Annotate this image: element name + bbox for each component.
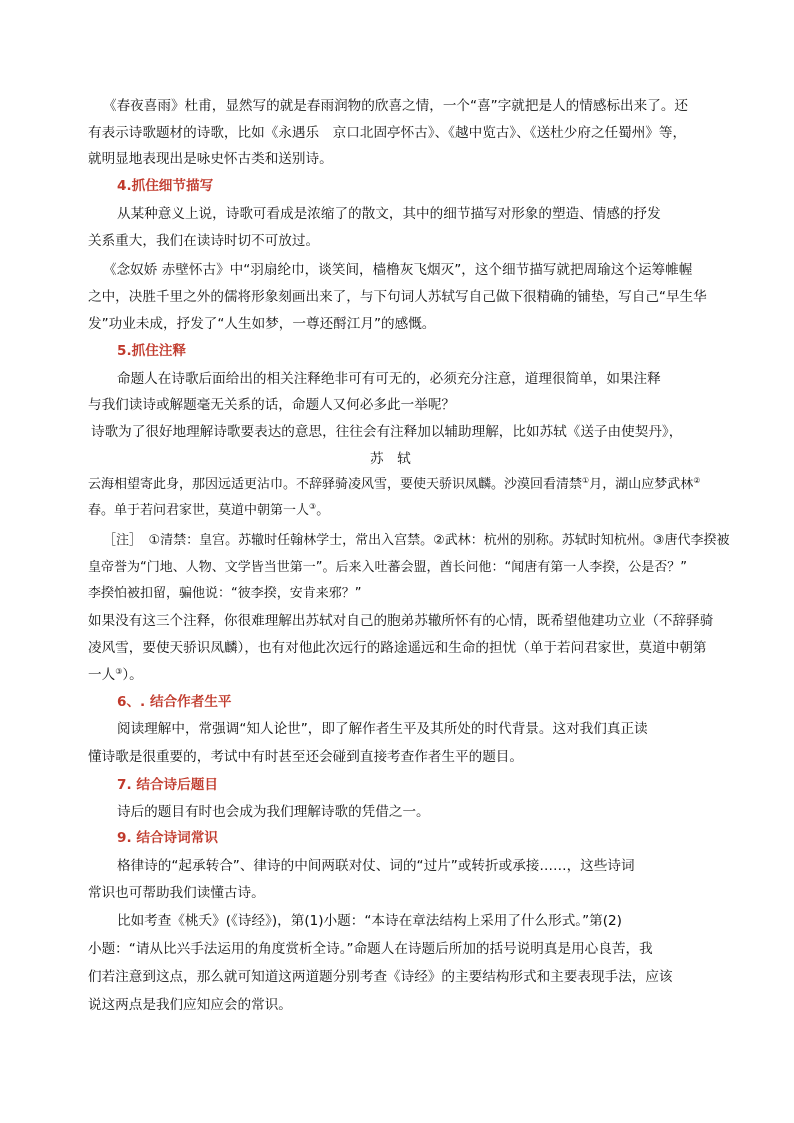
paragraph-line: 阅读理解中，常强调“知人论世”，即了解作者生平及其所处的时代背景。这对我们真正读 [117,721,648,737]
paragraph-line: 有表示诗歌题材的诗歌，比如《永遇乐 京口北固亭怀古》、《越中览古》、《送杜少府之任蜀州》等， [88,125,687,141]
section-heading-4: 4.抓住细节描写 [117,178,214,194]
paragraph-text: ）。 [122,667,143,683]
note-marker: ③ [115,667,123,676]
poem-line [88,476,700,494]
paragraph-line: 命题人在诗歌后面给出的相关注释绝非可有可无的，必须充分注意，道理很简单，如果注释 [117,371,661,387]
paragraph-line: 发”功业未成，抒发了“人生如梦，一尊还酹江月”的感慨。 [88,316,436,332]
paragraph-line: 关系重大，我们在读诗时切不可放过。 [88,233,320,249]
paragraph-line: 就明显地表现出是咏史怀古类和送别诗。 [88,151,333,167]
poem-text: 。 [316,503,330,518]
paragraph-line: 诗歌为了很好地理解诗歌要表达的意思，往往会有注释加以辅助理解，比如苏轼《送子由使契丹》， [91,424,683,440]
note-marker: ① [582,476,590,485]
paragraph-text: 一人 [88,667,116,683]
paragraph-line: 懂诗歌是很重要的，考试中有时甚至还会碰到直接考查作者生平的题目。 [88,749,523,765]
paragraph-line: 常识也可帮助我们读懂古诗。 [88,885,265,901]
poem-line [88,502,329,520]
annotation-line: 皇帝誉为“门地、人物、文学皆当世第一”。后来入吐蕃会盟，酋长问他：“闻唐有第一人李揆，公是否？” [88,560,687,575]
paragraph-line: 说这两点是我们应知应会的常识。 [88,997,292,1013]
paragraph-line: 《春夜喜雨》杜甫，显然写的就是春雨润物的欣喜之情，一个“喜”字就把是人的情感标出来了。还 [103,98,689,114]
poem-text: 云海相望寄此身，那因远适更沾巾。不辞驿骑凌风雪，要使天骄识凤麟。沙漠回看清禁 [88,477,583,492]
poem-text: 春。单于若问君家世，莫道中朝第一人 [88,503,310,518]
paragraph-line: 与我们读诗或解题毫无关系的话，命题人又何必多此一举呢？ [88,397,456,413]
paragraph-line: 之中，决胜千里之外的儒将形象刻画出来了，与下句词人苏轼写自己做下很精确的铺垫，写自己“早生华 [88,289,707,305]
poem-author: 苏 轼 [370,451,411,467]
paragraph-line: 从某种意义上说，诗歌可看成是浓缩了的散文，其中的细节描写对形象的塑造、情感的抒发 [117,206,661,222]
section-heading-5: 5.抓住注释 [117,343,186,359]
paragraph-line: 比如考查《桃夭》(《诗经》)，第(1)小题：“本诗在章法结构上采用了什么形式。”第(2) [117,913,622,929]
annotation-line: ［注］ ①清禁：皇宫。苏辙时任翰林学士，常出入宫禁。②武林：杭州的别称。苏轼时知杭州。③唐代李揆被 [103,533,730,548]
paragraph-line: 《念奴娇 赤壁怀古》中“羽扇纶巾，谈笑间，樯橹灰飞烟灭”，这个细节描写就把周瑜这个运筹帷幄 [103,262,693,278]
paragraph-line [88,666,143,684]
poem-text: 月，湖山应梦武林 [589,477,694,492]
note-marker: ② [693,476,701,485]
paragraph-line: 凌风雪，要使天骄识凤麟），也有对他此次远行的路途遥远和生命的担忧（单于若问君家世，莫道中朝第 [88,640,707,656]
annotation-line: 李揆怕被扣留，骗他说：“彼李揆，安肯来邪？” [88,586,362,601]
section-heading-7: 7. 结合诗后题目 [117,777,218,793]
note-marker: ③ [309,502,317,511]
paragraph-line: 如果没有这三个注释，你很难理解出苏轼对自己的胞弟苏辙所怀有的心情，既希望他建功立业（不辞驿骑 [88,613,714,629]
section-heading-6: 6、. 结合作者生平 [117,694,232,710]
paragraph-line: 们若注意到这点，那么就可知道这两道题分别考查《诗经》的主要结构形式和主要表现手法，应该 [88,969,673,985]
paragraph-line: 小题：“请从比兴手法运用的角度赏析全诗。”命题人在诗题后所加的括号说明真是用心良苦，我 [88,941,653,957]
section-heading-9: 9. 结合诗词常识 [117,830,218,846]
paragraph-line: 诗后的题目有时也会成为我们理解诗歌的凭借之一。 [117,804,430,820]
paragraph-line: 格律诗的“起承转合”、律诗的中间两联对仗、词的“过片”或转折或承接……，这些诗词 [117,858,635,874]
